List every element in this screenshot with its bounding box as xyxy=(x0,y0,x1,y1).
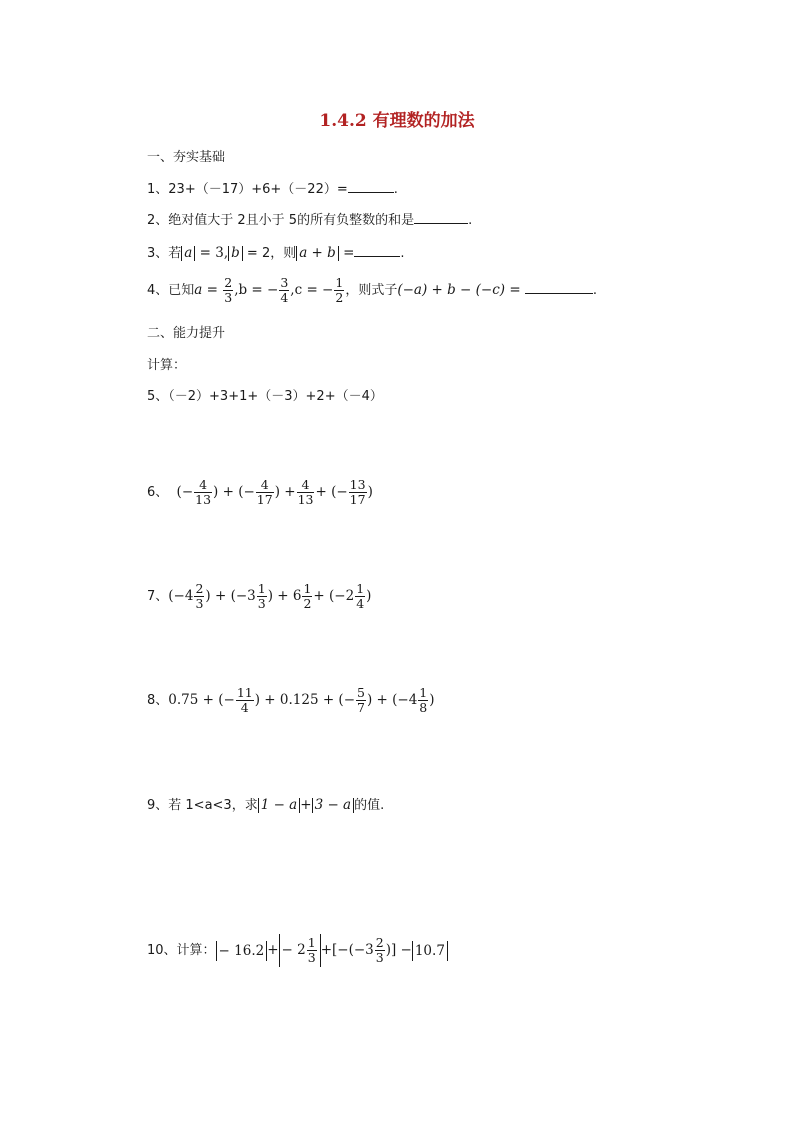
var-a: a xyxy=(194,282,203,298)
expression: (−a) + b − (−c) = xyxy=(397,282,521,298)
fraction: $\frac{4}{13}$ xyxy=(195,477,212,507)
question-6-label: 6、 xyxy=(147,485,169,500)
question-3-prefix: 3、若 xyxy=(147,246,182,261)
question-8: 8、0.75 + (− $\frac{11}{4}$ ) + 0.125 + (− $\frac{5}{7}$ ) + (−4 $\frac{1}{8}$ ) xyxy=(147,685,435,715)
question-4-mid: ，则式子 xyxy=(345,283,398,298)
fraction: $\frac{1}{2}$ xyxy=(303,581,312,611)
eq: = xyxy=(202,282,223,298)
answer-blank[interactable] xyxy=(525,281,593,294)
fraction: $\frac{2}{3}$ xyxy=(195,581,204,611)
fraction: $\frac{1}{2}$ xyxy=(335,275,344,305)
question-6: 6、 (− $\frac{4}{13}$ ) + (− $\frac{4}{17}$ ) + $\frac{4}{13}$ + (− $\frac{13}{17}$ ) xyxy=(147,477,373,507)
calc-label: 计算： xyxy=(147,358,187,373)
var-c: ,c = − xyxy=(290,282,334,298)
fraction: $\frac{2}{3}$ xyxy=(224,275,233,305)
page-title: 1.4.2 有理数的加法 xyxy=(319,111,475,131)
fraction: $\frac{2}{3}$ xyxy=(375,935,384,965)
question-9: 9、若 1<a<3，求 1 − a + 3 − a 的值. xyxy=(147,797,385,813)
fraction: $\frac{13}{17}$ xyxy=(349,477,366,507)
question-4-prefix: 4、已知 xyxy=(147,283,195,298)
eq: = xyxy=(338,245,355,261)
question-3 xyxy=(147,242,405,261)
question-8-label: 8、 xyxy=(147,693,169,708)
period: . xyxy=(592,283,597,298)
fraction: $\frac{4}{13}$ xyxy=(297,477,314,507)
fraction: $\frac{4}{17}$ xyxy=(256,477,273,507)
section-heading-advanced: 二、能力提升 xyxy=(147,326,226,341)
period: . xyxy=(393,182,398,197)
question-10-prefix: 10、计算： xyxy=(147,943,216,958)
answer-blank[interactable] xyxy=(348,180,394,193)
question-4 xyxy=(147,276,597,305)
abs-b: b xyxy=(228,246,243,261)
var-b: ,b = − xyxy=(234,282,279,298)
abs-10-7: 10.7 xyxy=(412,941,448,961)
question-5: 5、（－2）+3+1+（－3）+2+（－4） xyxy=(147,389,383,404)
question-10: 10、计算： − 16.2 + − 2 $\frac{1}{3}$ +[−(−3 $\frac{2}{3}$ )] − 10.7 xyxy=(147,934,448,967)
abs-a-plus-b: a + b xyxy=(296,246,339,261)
section-heading-basics: 一、夯实基础 xyxy=(147,150,226,165)
fraction: $\frac{1}{3}$ xyxy=(257,581,266,611)
abs-neg-2-1-3: − 2 $\frac{1}{3}$ xyxy=(279,934,321,967)
abs-neg-16-2: − 16.2 xyxy=(216,941,268,961)
question-1 xyxy=(147,178,398,197)
answer-blank[interactable] xyxy=(354,244,400,257)
fraction: $\frac{5}{7}$ xyxy=(357,685,365,715)
fraction: $\frac{1}{8}$ xyxy=(419,685,428,715)
abs-3-minus-a: 3 − a xyxy=(312,798,355,813)
question-9-prefix: 9、若 1<a<3，求 xyxy=(147,798,258,813)
question-9-suffix: 的值. xyxy=(354,798,385,813)
answer-blank[interactable] xyxy=(414,211,468,224)
abs-1-minus-a: 1 − a xyxy=(258,798,301,813)
fraction: $\frac{11}{4}$ xyxy=(236,685,253,715)
eq: = 3, xyxy=(195,245,229,261)
eq: = 2，则 xyxy=(242,246,297,261)
fraction: $\frac{3}{4}$ xyxy=(280,275,289,305)
question-2-text: 2、绝对值大于 2且小于 5的所有负整数的和是 xyxy=(147,213,415,228)
abs-a: a xyxy=(181,246,195,261)
question-7-label: 7、 xyxy=(147,589,169,604)
period: . xyxy=(400,246,405,261)
fraction: $\frac{1}{4}$ xyxy=(356,581,365,611)
question-7: 7、(−4 $\frac{2}{3}$ ) + (−3 $\frac{1}{3}$ ) + 6 $\frac{1}{2}$ + (−2 $\frac{1}{4}$ ) xyxy=(147,581,372,611)
question-1-text: 1、23+（－17）+6+（－22）= xyxy=(147,182,348,197)
question-2 xyxy=(147,209,472,228)
period: . xyxy=(468,213,473,228)
